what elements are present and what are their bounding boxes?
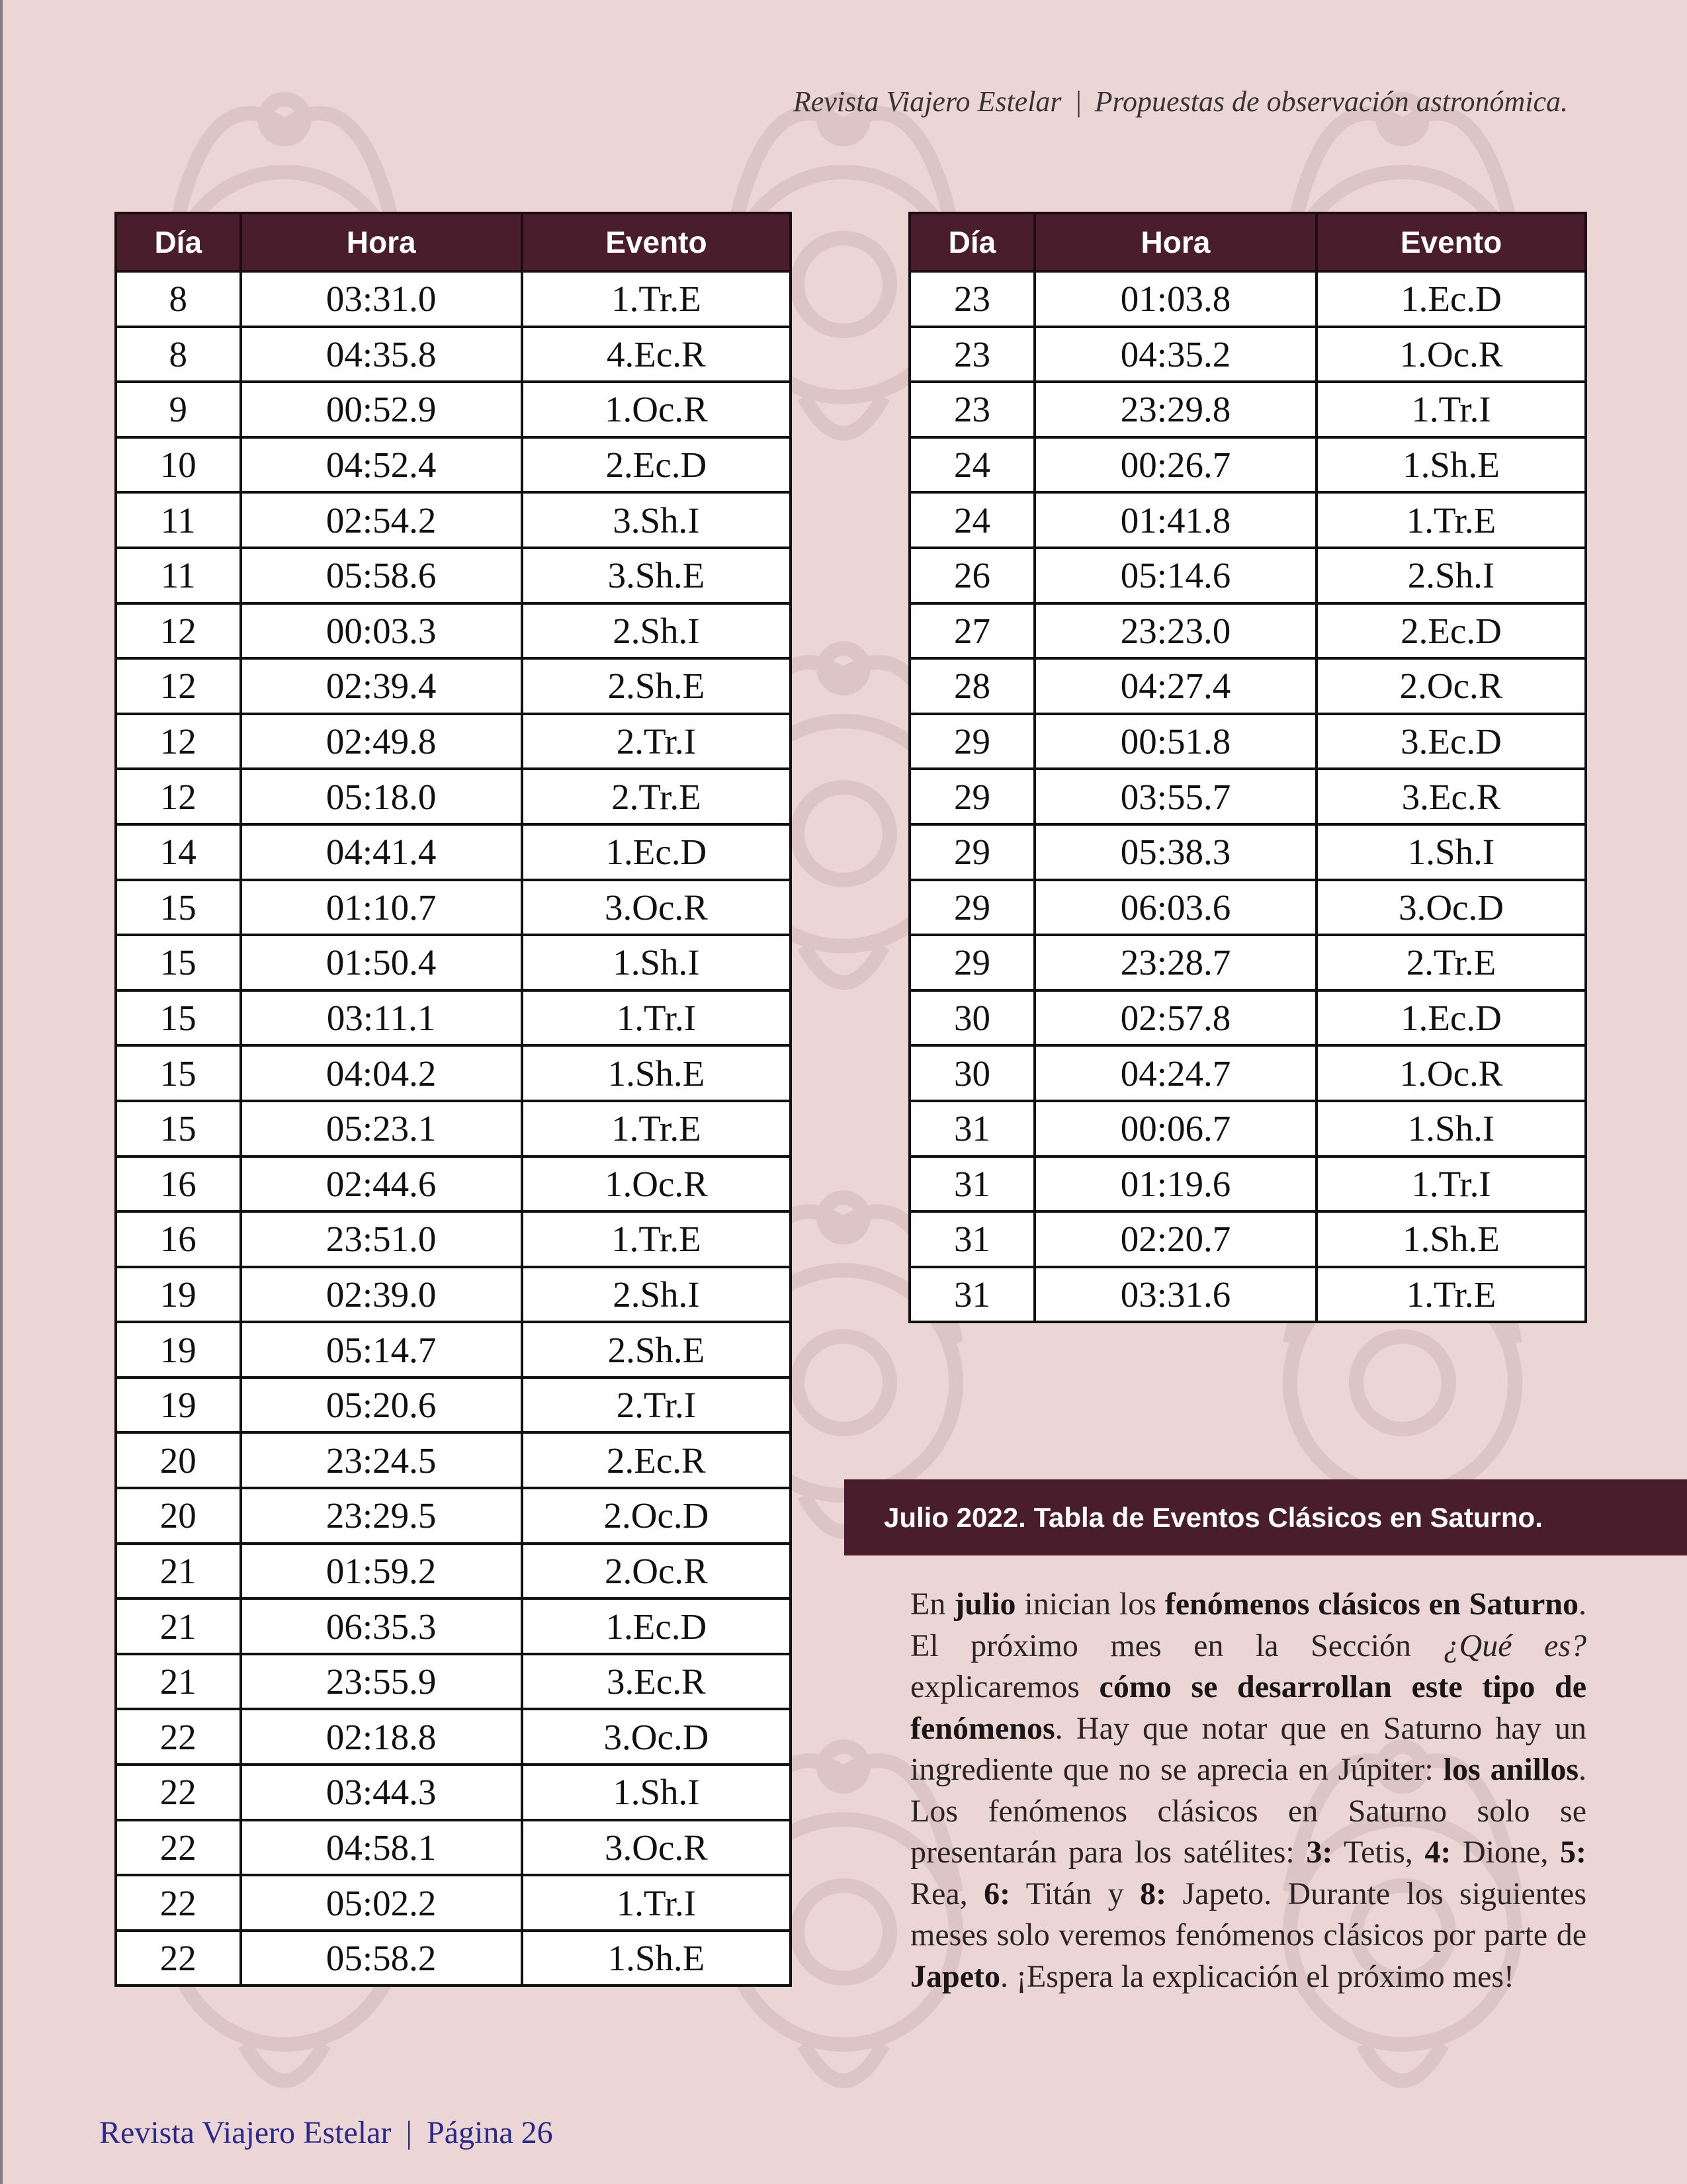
cell-evento: 1.Ec.D — [522, 824, 791, 880]
text-run: Japeto. Durante los siguientes meses solo veremos fenómenos clásicos por parte de — [910, 1876, 1586, 1952]
cell-dia: 22 — [116, 1820, 241, 1876]
cell-dia: 11 — [116, 492, 241, 548]
table-row — [116, 271, 791, 327]
cell-dia: 15 — [116, 880, 241, 936]
table-row — [910, 271, 1586, 327]
cell-dia: 23 — [910, 382, 1035, 437]
text-run: . Hay que notar que en Saturno hay un ingrediente que no se aprecia en Júpiter: — [910, 1710, 1586, 1787]
cell-hora: 23:24.5 — [241, 1432, 522, 1488]
text-run: Tetis, — [1332, 1835, 1425, 1870]
cell-evento: 1.Sh.I — [522, 935, 791, 990]
cell-hora: 01:59.2 — [241, 1544, 522, 1599]
cell-hora: 04:58.1 — [241, 1820, 522, 1876]
italic-run: ¿Qué es? — [1443, 1628, 1587, 1663]
cell-dia: 10 — [116, 437, 241, 493]
cell-hora: 04:35.2 — [1035, 327, 1317, 382]
cell-dia: 29 — [910, 880, 1035, 936]
cell-evento: 1.Sh.E — [1317, 437, 1586, 493]
table-row — [116, 769, 791, 824]
cell-dia: 24 — [910, 492, 1035, 548]
cell-evento: 1.Ec.D — [522, 1598, 791, 1654]
table-row — [910, 437, 1586, 493]
table-row — [910, 880, 1586, 936]
footer-page-number: Página 26 — [427, 2115, 553, 2150]
column-header-dia: Día — [910, 213, 1035, 271]
cell-hora: 01:03.8 — [1035, 271, 1317, 327]
cell-hora: 05:23.1 — [241, 1101, 522, 1157]
cell-evento: 2.Ec.D — [522, 437, 791, 493]
cell-evento: 2.Sh.E — [522, 658, 791, 714]
cell-dia: 16 — [116, 1211, 241, 1267]
column-header-evento: Evento — [1317, 213, 1586, 271]
table-row — [910, 492, 1586, 548]
cell-dia: 15 — [116, 1045, 241, 1101]
cell-evento: 1.Sh.I — [1317, 1101, 1586, 1157]
cell-hora: 04:41.4 — [241, 824, 522, 880]
events-table-right — [908, 212, 1587, 1323]
text-run: . ¡Espera la explicación el próximo mes! — [1000, 1958, 1515, 1994]
cell-hora: 23:28.7 — [1035, 935, 1317, 990]
cell-hora: 00:52.9 — [241, 382, 522, 437]
cell-dia: 12 — [116, 769, 241, 824]
cell-evento: 1.Sh.E — [522, 1045, 791, 1101]
section-title-banner: Julio 2022. Tabla de Eventos Clásicos en Saturno. — [844, 1479, 1687, 1555]
table-row — [910, 714, 1586, 769]
cell-hora: 00:06.7 — [1035, 1101, 1317, 1157]
cell-evento: 1.Tr.I — [522, 990, 791, 1046]
cell-dia: 29 — [910, 769, 1035, 824]
table-header-row — [910, 213, 1586, 271]
cell-evento: 1.Tr.E — [522, 271, 791, 327]
table-row — [116, 327, 791, 382]
cell-hora: 23:51.0 — [241, 1211, 522, 1267]
cell-evento: 1.Oc.R — [1317, 1045, 1586, 1101]
header-magazine: Revista Viajero Estelar — [793, 85, 1062, 118]
table-row — [910, 1101, 1586, 1157]
cell-evento: 2.Tr.I — [522, 714, 791, 769]
table-row — [116, 1654, 791, 1710]
table-row — [910, 658, 1586, 714]
running-header — [714, 85, 1568, 118]
text-run: inician los — [1016, 1587, 1165, 1622]
cell-hora: 06:35.3 — [241, 1598, 522, 1654]
cell-dia: 27 — [910, 603, 1035, 659]
cell-dia: 26 — [910, 548, 1035, 603]
cell-hora: 01:41.8 — [1035, 492, 1317, 548]
table-row — [116, 548, 791, 603]
table-row — [910, 1211, 1586, 1267]
cell-hora: 01:19.6 — [1035, 1157, 1317, 1212]
cell-evento: 3.Ec.R — [522, 1654, 791, 1710]
table-row — [116, 1377, 791, 1433]
table-row — [116, 1101, 791, 1157]
cell-evento: 1.Tr.E — [1317, 492, 1586, 548]
cell-evento: 4.Ec.R — [522, 327, 791, 382]
cell-dia: 31 — [910, 1267, 1035, 1323]
table-row — [910, 1267, 1586, 1323]
cell-evento: 1.Tr.E — [1317, 1267, 1586, 1323]
table-row — [116, 1875, 791, 1931]
bold-run: cómo se desarrollan este tipo de fenómenos — [910, 1669, 1586, 1746]
cell-dia: 22 — [116, 1765, 241, 1820]
cell-evento: 2.Oc.R — [522, 1544, 791, 1599]
table-row — [910, 382, 1586, 437]
bold-run: fenómenos clásicos en Saturno — [1164, 1587, 1579, 1622]
cell-evento: 2.Tr.E — [522, 769, 791, 824]
column-header-evento: Evento — [522, 213, 791, 271]
cell-dia: 12 — [116, 603, 241, 659]
bold-run: 5: — [1560, 1835, 1586, 1870]
cell-dia: 22 — [116, 1709, 241, 1765]
column-header-dia: Día — [116, 213, 241, 271]
cell-hora: 02:44.6 — [241, 1157, 522, 1212]
cell-hora: 02:39.4 — [241, 658, 522, 714]
body-paragraph — [910, 1584, 1586, 1997]
table-row — [910, 1045, 1586, 1101]
table-row — [910, 327, 1586, 382]
cell-dia: 20 — [116, 1488, 241, 1544]
cell-evento: 3.Sh.E — [522, 548, 791, 603]
table-row — [116, 1045, 791, 1101]
cell-evento: 2.Sh.I — [1317, 548, 1586, 603]
cell-evento: 3.Oc.D — [1317, 880, 1586, 936]
text-run: . Los fenómenos clásicos en Saturno solo se presentarán para los satélites: — [910, 1752, 1587, 1870]
table-row — [116, 880, 791, 936]
cell-evento: 3.Ec.R — [1317, 769, 1586, 824]
cell-evento: 1.Sh.I — [1317, 824, 1586, 880]
cell-dia: 19 — [116, 1377, 241, 1433]
table-body — [910, 271, 1586, 1322]
cell-hora: 02:18.8 — [241, 1709, 522, 1765]
cell-dia: 29 — [910, 935, 1035, 990]
cell-dia: 16 — [116, 1157, 241, 1212]
cell-dia: 31 — [910, 1211, 1035, 1267]
table-row — [116, 382, 791, 437]
cell-hora: 04:04.2 — [241, 1045, 522, 1101]
cell-evento: 1.Oc.R — [522, 382, 791, 437]
header-separator: | — [1074, 85, 1082, 118]
cell-hora: 02:54.2 — [241, 492, 522, 548]
cell-hora: 02:57.8 — [1035, 990, 1317, 1046]
cell-dia: 28 — [910, 658, 1035, 714]
table-row — [116, 1765, 791, 1820]
cell-dia: 30 — [910, 990, 1035, 1046]
footer-magazine: Revista Viajero Estelar — [99, 2115, 392, 2150]
cell-hora: 23:29.5 — [241, 1488, 522, 1544]
table-row — [116, 1267, 791, 1323]
column-header-hora: Hora — [1035, 213, 1317, 271]
cell-hora: 05:14.6 — [1035, 548, 1317, 603]
table-row — [116, 1211, 791, 1267]
cell-hora: 05:38.3 — [1035, 824, 1317, 880]
cell-hora: 00:26.7 — [1035, 437, 1317, 493]
table-row — [910, 548, 1586, 603]
table-row — [116, 714, 791, 769]
cell-dia: 15 — [116, 990, 241, 1046]
cell-dia: 15 — [116, 935, 241, 990]
cell-hora: 05:02.2 — [241, 1875, 522, 1931]
cell-evento: 1.Ec.D — [1317, 990, 1586, 1046]
table-row — [116, 1598, 791, 1654]
table-row — [116, 935, 791, 990]
cell-dia: 9 — [116, 382, 241, 437]
cell-evento: 1.Tr.E — [522, 1211, 791, 1267]
cell-evento: 2.Sh.I — [522, 1267, 791, 1323]
cell-hora: 05:14.7 — [241, 1322, 522, 1377]
cell-dia: 12 — [116, 658, 241, 714]
cell-hora: 05:58.2 — [241, 1931, 522, 1986]
cell-evento: 1.Tr.I — [522, 1875, 791, 1931]
text-run: . El próximo mes en la Sección — [910, 1587, 1587, 1663]
cell-evento: 2.Ec.D — [1317, 603, 1586, 659]
cell-hora: 03:44.3 — [241, 1765, 522, 1820]
bold-run: julio — [954, 1587, 1016, 1622]
cell-dia: 8 — [116, 271, 241, 327]
cell-hora: 03:31.0 — [241, 271, 522, 327]
table-row — [116, 824, 791, 880]
cell-dia: 23 — [910, 271, 1035, 327]
cell-evento: 3.Oc.R — [522, 880, 791, 936]
cell-hora: 02:20.7 — [1035, 1211, 1317, 1267]
cell-evento: 1.Tr.I — [1317, 1157, 1586, 1212]
cell-evento: 1.Oc.R — [1317, 327, 1586, 382]
cell-evento: 3.Sh.I — [522, 492, 791, 548]
cell-hora: 04:24.7 — [1035, 1045, 1317, 1101]
cell-hora: 01:10.7 — [241, 880, 522, 936]
cell-hora: 05:58.6 — [241, 548, 522, 603]
bold-run: Japeto — [910, 1958, 1000, 1994]
cell-dia: 21 — [116, 1654, 241, 1710]
cell-dia: 11 — [116, 548, 241, 603]
cell-dia: 29 — [910, 714, 1035, 769]
cell-hora: 03:11.1 — [241, 990, 522, 1046]
cell-evento: 2.Tr.I — [522, 1377, 791, 1433]
table-row — [910, 935, 1586, 990]
table-row — [116, 1488, 791, 1544]
bold-run: los anillos — [1443, 1752, 1579, 1787]
cell-dia: 23 — [910, 327, 1035, 382]
cell-hora: 03:55.7 — [1035, 769, 1317, 824]
cell-evento: 1.Sh.I — [522, 1765, 791, 1820]
bold-run: 6: — [984, 1876, 1011, 1911]
text-run: Titán y — [1010, 1876, 1141, 1911]
table-row — [910, 1157, 1586, 1212]
table-row — [910, 769, 1586, 824]
cell-hora: 04:27.4 — [1035, 658, 1317, 714]
table-row — [116, 603, 791, 659]
cell-hora: 06:03.6 — [1035, 880, 1317, 936]
cell-dia: 14 — [116, 824, 241, 880]
cell-dia: 24 — [910, 437, 1035, 493]
cell-evento: 2.Oc.R — [1317, 658, 1586, 714]
table-body — [116, 271, 791, 1986]
table-row — [116, 658, 791, 714]
column-header-hora: Hora — [241, 213, 522, 271]
cell-dia: 30 — [910, 1045, 1035, 1101]
cell-hora: 00:03.3 — [241, 603, 522, 659]
cell-evento: 2.Oc.D — [522, 1488, 791, 1544]
cell-hora: 04:52.4 — [241, 437, 522, 493]
header-section: Propuestas de observación astronómica. — [1094, 85, 1568, 118]
cell-hora: 05:18.0 — [241, 769, 522, 824]
cell-evento: 2.Ec.R — [522, 1432, 791, 1488]
table-row — [910, 603, 1586, 659]
cell-hora: 23:29.8 — [1035, 382, 1317, 437]
cell-dia: 12 — [116, 714, 241, 769]
cell-dia: 31 — [910, 1157, 1035, 1212]
cell-dia: 21 — [116, 1598, 241, 1654]
cell-hora: 01:50.4 — [241, 935, 522, 990]
page-footer — [99, 2115, 553, 2151]
table-row — [116, 1157, 791, 1212]
text-run: Dione, — [1451, 1835, 1561, 1870]
cell-hora: 04:35.8 — [241, 327, 522, 382]
cell-evento: 1.Ec.D — [1317, 271, 1586, 327]
text-run: explicaremos — [910, 1669, 1100, 1704]
bold-run: 8: — [1140, 1876, 1167, 1911]
cell-dia: 20 — [116, 1432, 241, 1488]
table-row — [116, 1544, 791, 1599]
cell-dia: 19 — [116, 1322, 241, 1377]
table-row — [116, 990, 791, 1046]
cell-hora: 03:31.6 — [1035, 1267, 1317, 1323]
cell-dia: 22 — [116, 1931, 241, 1986]
cell-evento: 3.Ec.D — [1317, 714, 1586, 769]
cell-hora: 02:49.8 — [241, 714, 522, 769]
table-row — [116, 1432, 791, 1488]
events-table-left — [114, 212, 792, 1987]
cell-evento: 1.Tr.E — [522, 1101, 791, 1157]
cell-evento: 1.Tr.I — [1317, 382, 1586, 437]
cell-dia: 8 — [116, 327, 241, 382]
cell-evento: 1.Sh.E — [522, 1931, 791, 1986]
table-row — [116, 1820, 791, 1876]
bold-run: 4: — [1424, 1835, 1451, 1870]
table-row — [116, 492, 791, 548]
cell-dia: 21 — [116, 1544, 241, 1599]
cell-dia: 22 — [116, 1875, 241, 1931]
text-run: Rea, — [910, 1876, 984, 1911]
table-row — [116, 437, 791, 493]
cell-dia: 29 — [910, 824, 1035, 880]
table-row — [910, 990, 1586, 1046]
cell-evento: 2.Sh.E — [522, 1322, 791, 1377]
cell-dia: 15 — [116, 1101, 241, 1157]
cell-evento: 2.Tr.E — [1317, 935, 1586, 990]
cell-dia: 19 — [116, 1267, 241, 1323]
footer-separator: | — [406, 2115, 413, 2150]
cell-dia: 31 — [910, 1101, 1035, 1157]
cell-hora: 00:51.8 — [1035, 714, 1317, 769]
table-row — [116, 1322, 791, 1377]
cell-hora: 05:20.6 — [241, 1377, 522, 1433]
cell-evento: 3.Oc.D — [522, 1709, 791, 1765]
cell-hora: 02:39.0 — [241, 1267, 522, 1323]
cell-hora: 23:55.9 — [241, 1654, 522, 1710]
cell-evento: 2.Sh.I — [522, 603, 791, 659]
table-row — [116, 1931, 791, 1986]
bold-run: 3: — [1306, 1835, 1333, 1870]
table-row — [910, 824, 1586, 880]
text-run: En — [910, 1587, 955, 1622]
cell-hora: 23:23.0 — [1035, 603, 1317, 659]
cell-evento: 3.Oc.R — [522, 1820, 791, 1876]
cell-evento: 1.Sh.E — [1317, 1211, 1586, 1267]
table-header-row — [116, 213, 791, 271]
cell-evento: 1.Oc.R — [522, 1157, 791, 1212]
table-row — [116, 1709, 791, 1765]
